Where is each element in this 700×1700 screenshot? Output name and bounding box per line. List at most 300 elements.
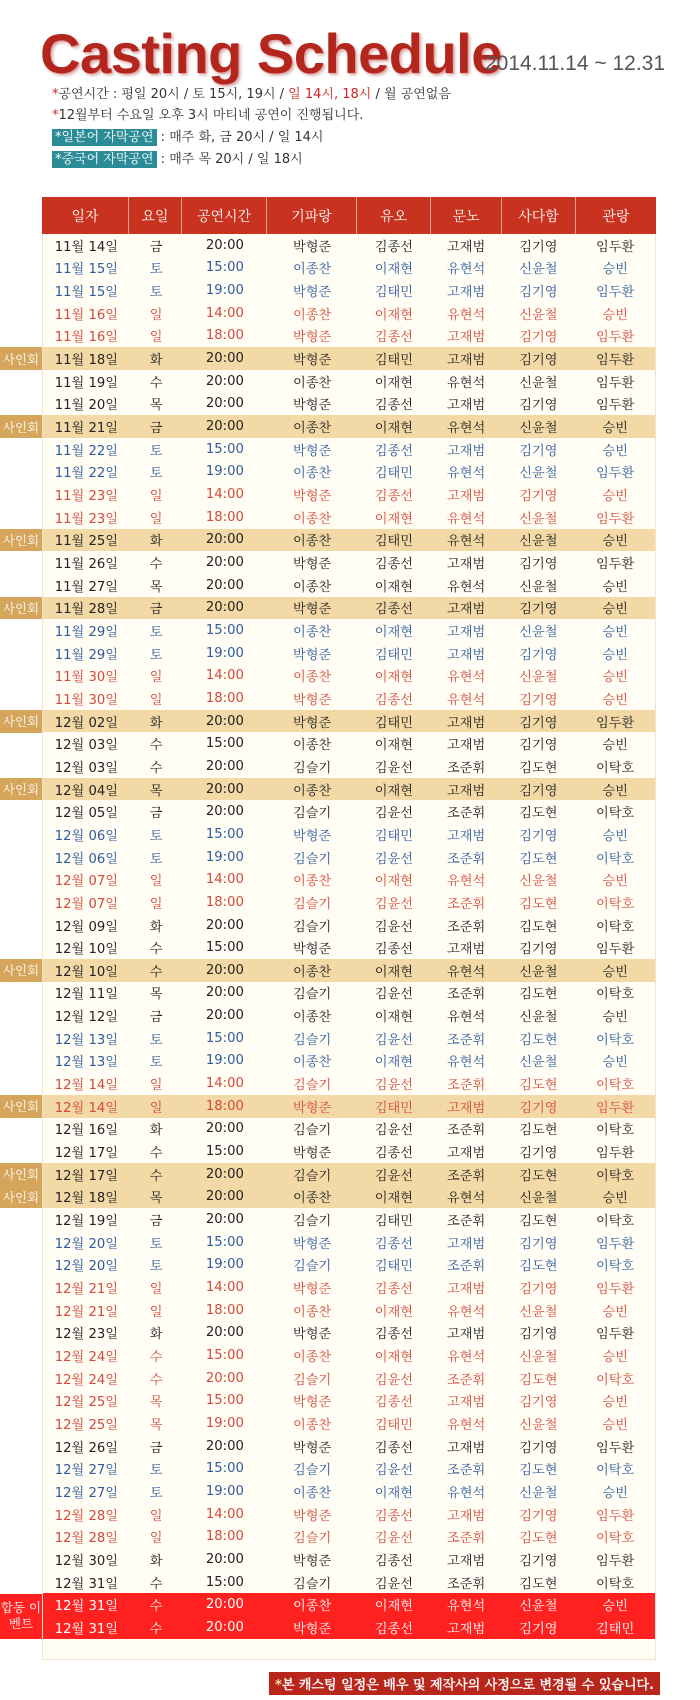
cell-yuo: 이재현: [374, 964, 413, 980]
cell-sadaham: 김기영: [519, 1508, 558, 1524]
cell-yuo: 이재현: [374, 1599, 413, 1615]
table-row: [43, 1118, 655, 1141]
cell-date: 12월 07일: [54, 896, 118, 912]
cell-gwanrang: 이탁호: [596, 1214, 635, 1230]
cell-showtime: 20:00: [205, 1008, 244, 1024]
cell-yuo: 김종선: [374, 1553, 413, 1569]
cell-gwanrang: 이탁호: [596, 1259, 635, 1275]
cell-giparang: 김슬기: [293, 1531, 332, 1547]
signing-event-label: 사인회: [0, 778, 42, 801]
cell-sadaham: 김기영: [519, 330, 558, 346]
cell-yuo: 김윤선: [374, 760, 413, 776]
cell-yuo: 김종선: [374, 443, 413, 459]
cell-weekday: 수: [149, 964, 163, 980]
cell-gwanrang: 승빈: [602, 307, 628, 323]
cell-munno: 고재범: [447, 1282, 486, 1298]
cell-date: 11월 23일: [54, 489, 118, 505]
schedule-dates: 2014.11.14 ~ 12.31: [485, 52, 666, 75]
cell-date: 12월 24일: [54, 1372, 118, 1388]
cell-yuo: 김종선: [374, 1282, 413, 1298]
cell-showtime: 20:00: [205, 237, 244, 253]
cell-gwanrang: 임두환: [596, 715, 635, 731]
cell-date: 12월 25일: [54, 1395, 118, 1411]
cell-gwanrang: 승빈: [602, 1055, 628, 1071]
note-japanese-subtitles: [52, 129, 324, 147]
cell-munno: 고재범: [447, 783, 486, 799]
cell-sadaham: 김도현: [519, 987, 558, 1003]
cell-showtime: 20:00: [205, 555, 244, 571]
cell-showtime: 20:00: [205, 1438, 244, 1454]
cell-date: 11월 22일: [54, 443, 118, 459]
cell-yuo: 김종선: [374, 239, 413, 255]
table-row: [43, 823, 655, 846]
table-row: [43, 461, 655, 484]
cell-weekday: 일: [149, 489, 163, 505]
cell-munno: 유현석: [447, 307, 486, 323]
cell-weekday: 일: [149, 1508, 163, 1524]
table-row: [43, 1389, 655, 1412]
cell-weekday: 목: [149, 1191, 163, 1207]
cell-showtime: 19:00: [205, 849, 244, 865]
cell-weekday: 토: [149, 1032, 163, 1048]
cell-date: 12월 31일: [54, 1576, 118, 1592]
cell-giparang: 이종찬: [293, 579, 332, 595]
table-row: [43, 574, 655, 597]
cell-gwanrang: 임두환: [596, 1440, 635, 1456]
cell-munno: 고재범: [447, 239, 486, 255]
cell-giparang: 이종찬: [293, 375, 332, 391]
table-row: [43, 778, 655, 801]
column-header-showtime: 공연시간: [182, 197, 267, 234]
cell-showtime: 20:00: [205, 713, 244, 729]
cell-gwanrang: 승빈: [602, 1599, 628, 1615]
cell-date: 12월 25일: [54, 1417, 118, 1433]
cell-giparang: 이종찬: [293, 466, 332, 482]
cell-date: 11월 29일: [54, 624, 118, 640]
cell-sadaham: 김기영: [519, 285, 558, 301]
cell-giparang: 박형준: [293, 1236, 332, 1252]
cell-yuo: 김윤선: [374, 919, 413, 935]
cell-gwanrang: 승빈: [602, 1010, 628, 1026]
cell-munno: 고재범: [447, 443, 486, 459]
cell-gwanrang: 임두환: [596, 1146, 635, 1162]
cell-sadaham: 김기영: [519, 443, 558, 459]
cell-gwanrang: 임두환: [596, 330, 635, 346]
cell-gwanrang: 이탁호: [596, 919, 635, 935]
cell-showtime: 14:00: [205, 1506, 244, 1522]
cell-gwanrang: 이탁호: [596, 760, 635, 776]
cell-munno: 유현석: [447, 534, 486, 550]
cell-showtime: 18:00: [205, 894, 244, 910]
cell-sadaham: 신윤철: [519, 466, 558, 482]
cell-date: 12월 20일: [54, 1236, 118, 1252]
cell-weekday: 금: [149, 239, 163, 255]
cell-showtime: 14:00: [205, 487, 244, 503]
cell-sadaham: 김도현: [519, 1463, 558, 1479]
table-row: [43, 1140, 655, 1163]
cell-sadaham: 김기영: [519, 353, 558, 369]
table-row: [43, 936, 655, 959]
cell-munno: 조준휘: [447, 896, 486, 912]
cell-munno: 조준휘: [447, 1259, 486, 1275]
cell-showtime: 15:00: [205, 1461, 244, 1477]
table-row: [43, 234, 655, 257]
cell-weekday: 일: [149, 1078, 163, 1094]
cell-giparang: 이종찬: [293, 964, 332, 980]
cell-date: 11월 22일: [54, 466, 118, 482]
cell-yuo: 이재현: [374, 262, 413, 278]
cell-sadaham: 신윤철: [519, 1055, 558, 1071]
cell-giparang: 박형준: [293, 1282, 332, 1298]
cell-sadaham: 신윤철: [519, 375, 558, 391]
cell-showtime: 20:00: [205, 396, 244, 412]
cell-gwanrang: 승빈: [602, 489, 628, 505]
cell-showtime: 20:00: [205, 985, 244, 1001]
cell-weekday: 토: [149, 647, 163, 663]
cell-showtime: 19:00: [205, 1053, 244, 1069]
cell-sadaham: 김기영: [519, 1146, 558, 1162]
cell-munno: 유현석: [447, 1010, 486, 1026]
cell-munno: 고재범: [447, 1621, 486, 1637]
cell-giparang: 김슬기: [293, 1032, 332, 1048]
cell-munno: 고재범: [447, 398, 486, 414]
column-header-sadaham: 사다함: [502, 197, 576, 234]
cell-weekday: 토: [149, 466, 163, 482]
table-row: [43, 415, 655, 438]
cell-sadaham: 김도현: [519, 1168, 558, 1184]
cell-munno: 조준휘: [447, 1123, 486, 1139]
cell-sadaham: 신윤철: [519, 1417, 558, 1433]
cell-date: 12월 30일: [54, 1553, 118, 1569]
cell-yuo: 김윤선: [374, 806, 413, 822]
cell-giparang: 박형준: [293, 1100, 332, 1116]
cell-sadaham: 김도현: [519, 806, 558, 822]
cell-yuo: 김태민: [374, 285, 413, 301]
cell-yuo: 김종선: [374, 398, 413, 414]
table-row: [43, 1525, 655, 1548]
cell-yuo: 김태민: [374, 715, 413, 731]
cell-sadaham: 김기영: [519, 1621, 558, 1637]
cell-date: 12월 03일: [54, 738, 118, 754]
cell-yuo: 이재현: [374, 375, 413, 391]
chinese-subtitle-tag-label: 중국어 자막공연: [61, 152, 154, 167]
cell-weekday: 일: [149, 692, 163, 708]
cell-sadaham: 신윤철: [519, 624, 558, 640]
cell-weekday: 토: [149, 262, 163, 278]
table-row: [43, 1435, 655, 1458]
cell-munno: 유현석: [447, 262, 486, 278]
cell-gwanrang: 임두환: [596, 1508, 635, 1524]
cell-yuo: 이재현: [374, 1304, 413, 1320]
cell-gwanrang: 승빈: [602, 624, 628, 640]
table-row: [43, 1004, 655, 1027]
cell-giparang: 이종찬: [293, 534, 332, 550]
cell-gwanrang: 임두환: [596, 1100, 635, 1116]
cell-giparang: 김슬기: [293, 1372, 332, 1388]
cell-weekday: 수: [149, 1168, 163, 1184]
cell-showtime: 15:00: [205, 940, 244, 956]
cell-yuo: 김종선: [374, 330, 413, 346]
cell-gwanrang: 승빈: [602, 443, 628, 459]
cell-showtime: 19:00: [205, 1415, 244, 1431]
cell-yuo: 이재현: [374, 1191, 413, 1207]
cell-date: 12월 28일: [54, 1508, 118, 1524]
cell-giparang: 이종찬: [293, 1599, 332, 1615]
cell-sadaham: 김도현: [519, 1372, 558, 1388]
table-row: [43, 302, 655, 325]
signing-event-label: 사인회: [0, 347, 42, 370]
cell-yuo: 김종선: [374, 1621, 413, 1637]
cell-yuo: 김태민: [374, 1417, 413, 1433]
cell-munno: 고재범: [447, 942, 486, 958]
cell-sadaham: 김기영: [519, 1553, 558, 1569]
cell-date: 12월 27일: [54, 1485, 118, 1501]
cell-date: 12월 14일: [54, 1100, 118, 1116]
cell-gwanrang: 이탁호: [596, 1168, 635, 1184]
cell-date: 11월 14일: [54, 239, 118, 255]
cell-sadaham: 신윤철: [519, 1191, 558, 1207]
cell-munno: 유현석: [447, 579, 486, 595]
table-row: [43, 1322, 655, 1345]
cell-date: 12월 18일: [54, 1191, 118, 1207]
cell-showtime: 19:00: [205, 464, 244, 480]
cell-giparang: 박형준: [293, 1440, 332, 1456]
cell-gwanrang: 임두환: [596, 398, 635, 414]
cell-gwanrang: 승빈: [602, 1349, 628, 1365]
cell-date: 12월 03일: [54, 760, 118, 776]
cell-sadaham: 김기영: [519, 738, 558, 754]
cell-munno: 조준휘: [447, 806, 486, 822]
cell-weekday: 일: [149, 1282, 163, 1298]
table-row: [43, 619, 655, 642]
table-row: [43, 982, 655, 1005]
cell-giparang: 이종찬: [293, 1485, 332, 1501]
cell-gwanrang: 이탁호: [596, 896, 635, 912]
cell-gwanrang: 승빈: [602, 534, 628, 550]
cell-munno: 유현석: [447, 874, 486, 890]
cell-munno: 고재범: [447, 557, 486, 573]
cell-giparang: 박형준: [293, 1146, 332, 1162]
cell-giparang: 김슬기: [293, 987, 332, 1003]
cell-munno: 조준휘: [447, 1372, 486, 1388]
cell-weekday: 일: [149, 1531, 163, 1547]
cell-weekday: 일: [149, 511, 163, 527]
cell-munno: 조준휘: [447, 1032, 486, 1048]
table-row: [43, 1186, 655, 1209]
cell-sadaham: 김기영: [519, 1100, 558, 1116]
cell-giparang: 김슬기: [293, 806, 332, 822]
cell-date: 12월 31일: [54, 1621, 118, 1637]
cell-showtime: 20:00: [205, 804, 244, 820]
cell-giparang: 박형준: [293, 285, 332, 301]
cell-gwanrang: 이탁호: [596, 1372, 635, 1388]
cell-yuo: 김종선: [374, 692, 413, 708]
cell-gwanrang: 이탁호: [596, 1531, 635, 1547]
cell-munno: 고재범: [447, 738, 486, 754]
cell-date: 11월 16일: [54, 330, 118, 346]
cell-yuo: 김종선: [374, 1508, 413, 1524]
table-row: [43, 1095, 655, 1118]
table-row: [43, 1072, 655, 1095]
column-header-gwanrang: 관랑: [576, 197, 656, 234]
table-row: [43, 664, 655, 687]
cell-giparang: 김슬기: [293, 851, 332, 867]
cell-date: 12월 21일: [54, 1282, 118, 1298]
signing-event-label: 사인회: [0, 1186, 42, 1209]
cell-date: 12월 20일: [54, 1259, 118, 1275]
cell-weekday: 목: [149, 783, 163, 799]
cell-weekday: 목: [149, 1395, 163, 1411]
cell-weekday: 일: [149, 307, 163, 323]
cell-munno: 유현석: [447, 692, 486, 708]
signing-event-label: 사인회: [0, 1163, 42, 1186]
cell-giparang: 김슬기: [293, 1123, 332, 1139]
table-row: [43, 1593, 655, 1616]
cell-giparang: 박형준: [293, 1621, 332, 1637]
table-row: [43, 755, 655, 778]
note-matinee: [52, 107, 363, 125]
cell-showtime: 15:00: [205, 1347, 244, 1363]
cell-showtime: 20:00: [205, 419, 244, 435]
cell-munno: 고재범: [447, 602, 486, 618]
cell-gwanrang: 승빈: [602, 1304, 628, 1320]
cell-yuo: 김태민: [374, 1214, 413, 1230]
cell-showtime: 20:00: [205, 577, 244, 593]
cell-munno: 유현석: [447, 466, 486, 482]
cell-munno: 유현석: [447, 421, 486, 437]
signing-event-label: 사인회: [0, 597, 42, 620]
table-row: [43, 393, 655, 416]
cell-yuo: 김종선: [374, 489, 413, 505]
cell-gwanrang: 승빈: [602, 828, 628, 844]
cell-yuo: 이재현: [374, 624, 413, 640]
cell-sadaham: 김기영: [519, 1440, 558, 1456]
cell-gwanrang: 승빈: [602, 692, 628, 708]
cell-weekday: 화: [149, 715, 163, 731]
cell-date: 12월 05일: [54, 806, 118, 822]
table-row: [43, 1571, 655, 1594]
table-row: [43, 1457, 655, 1480]
cell-munno: 조준휘: [447, 1078, 486, 1094]
cell-date: 11월 25일: [54, 534, 118, 550]
cell-munno: 고재범: [447, 489, 486, 505]
cell-showtime: 14:00: [205, 872, 244, 888]
note-showtimes-b: 일 14시, 18시: [288, 87, 372, 102]
cell-weekday: 화: [149, 353, 163, 369]
cell-munno: 조준휘: [447, 1168, 486, 1184]
signing-event-label: 사인회: [0, 529, 42, 552]
cell-yuo: 김태민: [374, 353, 413, 369]
cell-showtime: 15:00: [205, 1574, 244, 1590]
table-header: [42, 197, 656, 234]
cell-gwanrang: 임두환: [596, 375, 635, 391]
cell-gwanrang: 승빈: [602, 1191, 628, 1207]
cell-sadaham: 신윤철: [519, 307, 558, 323]
cell-date: 12월 10일: [54, 942, 118, 958]
cell-date: 12월 09일: [54, 919, 118, 935]
japanese-subtitle-tag-label: 일본어 자막공연: [61, 130, 154, 145]
cell-giparang: 박형준: [293, 692, 332, 708]
cell-giparang: 박형준: [293, 1327, 332, 1343]
japanese-subtitle-tag: [52, 129, 157, 146]
cell-sadaham: 신윤철: [519, 964, 558, 980]
cell-sadaham: 신윤철: [519, 534, 558, 550]
table-row: [43, 846, 655, 869]
cell-date: 12월 27일: [54, 1463, 118, 1479]
cell-weekday: 수: [149, 557, 163, 573]
cell-date: 11월 27일: [54, 579, 118, 595]
cell-sadaham: 김도현: [519, 919, 558, 935]
cell-yuo: 이재현: [374, 307, 413, 323]
table-row: [43, 1299, 655, 1322]
signing-event-label: 사인회: [0, 415, 42, 438]
cell-munno: 유현석: [447, 1304, 486, 1320]
cell-yuo: 김윤선: [374, 1123, 413, 1139]
cell-date: 12월 06일: [54, 851, 118, 867]
cell-date: 12월 13일: [54, 1055, 118, 1071]
cell-showtime: 20:00: [205, 351, 244, 367]
cell-sadaham: 김기영: [519, 1282, 558, 1298]
cell-giparang: 박형준: [293, 828, 332, 844]
cell-date: 11월 23일: [54, 511, 118, 527]
cell-munno: 고재범: [447, 828, 486, 844]
cell-gwanrang: 승빈: [602, 1417, 628, 1433]
table-row: [43, 1503, 655, 1526]
cell-yuo: 김태민: [374, 466, 413, 482]
cell-giparang: 이종찬: [293, 1417, 332, 1433]
cell-sadaham: 김도현: [519, 760, 558, 776]
cell-giparang: 김슬기: [293, 1078, 332, 1094]
cell-weekday: 토: [149, 1463, 163, 1479]
cell-date: 12월 10일: [54, 964, 118, 980]
cell-munno: 유현석: [447, 1417, 486, 1433]
cell-giparang: 이종찬: [293, 783, 332, 799]
table-row: [43, 891, 655, 914]
cell-weekday: 금: [149, 1010, 163, 1026]
cell-giparang: 이종찬: [293, 874, 332, 890]
cell-showtime: 18:00: [205, 1098, 244, 1114]
cell-gwanrang: 이탁호: [596, 1123, 635, 1139]
cell-yuo: 김윤선: [374, 987, 413, 1003]
casting-table: [42, 197, 656, 1660]
cell-date: 11월 30일: [54, 692, 118, 708]
cell-munno: 유현석: [447, 511, 486, 527]
cell-date: 12월 14일: [54, 1078, 118, 1094]
cell-showtime: 19:00: [205, 1483, 244, 1499]
cell-munno: 고재범: [447, 353, 486, 369]
cell-weekday: 수: [149, 942, 163, 958]
cell-giparang: 이종찬: [293, 670, 332, 686]
cell-showtime: 20:00: [205, 1325, 244, 1341]
cell-weekday: 수: [149, 1372, 163, 1388]
cell-giparang: 김슬기: [293, 1576, 332, 1592]
cell-giparang: 박형준: [293, 942, 332, 958]
cell-giparang: 박형준: [293, 1508, 332, 1524]
cell-weekday: 일: [149, 874, 163, 890]
joint-event-label: 합동 이벤트: [0, 1594, 42, 1639]
chinese-subtitle-text: : 매주 목 20시 / 일 18시: [156, 152, 303, 167]
table-row: [43, 279, 655, 302]
cell-date: 12월 04일: [54, 783, 118, 799]
note-star: *: [52, 87, 59, 102]
cell-gwanrang: 이탁호: [596, 987, 635, 1003]
cell-giparang: 이종찬: [293, 1191, 332, 1207]
cell-weekday: 수: [149, 738, 163, 754]
cell-gwanrang: 이탁호: [596, 1463, 635, 1479]
cell-gwanrang: 승빈: [602, 421, 628, 437]
cell-showtime: 14:00: [205, 1076, 244, 1092]
table-row: [43, 370, 655, 393]
